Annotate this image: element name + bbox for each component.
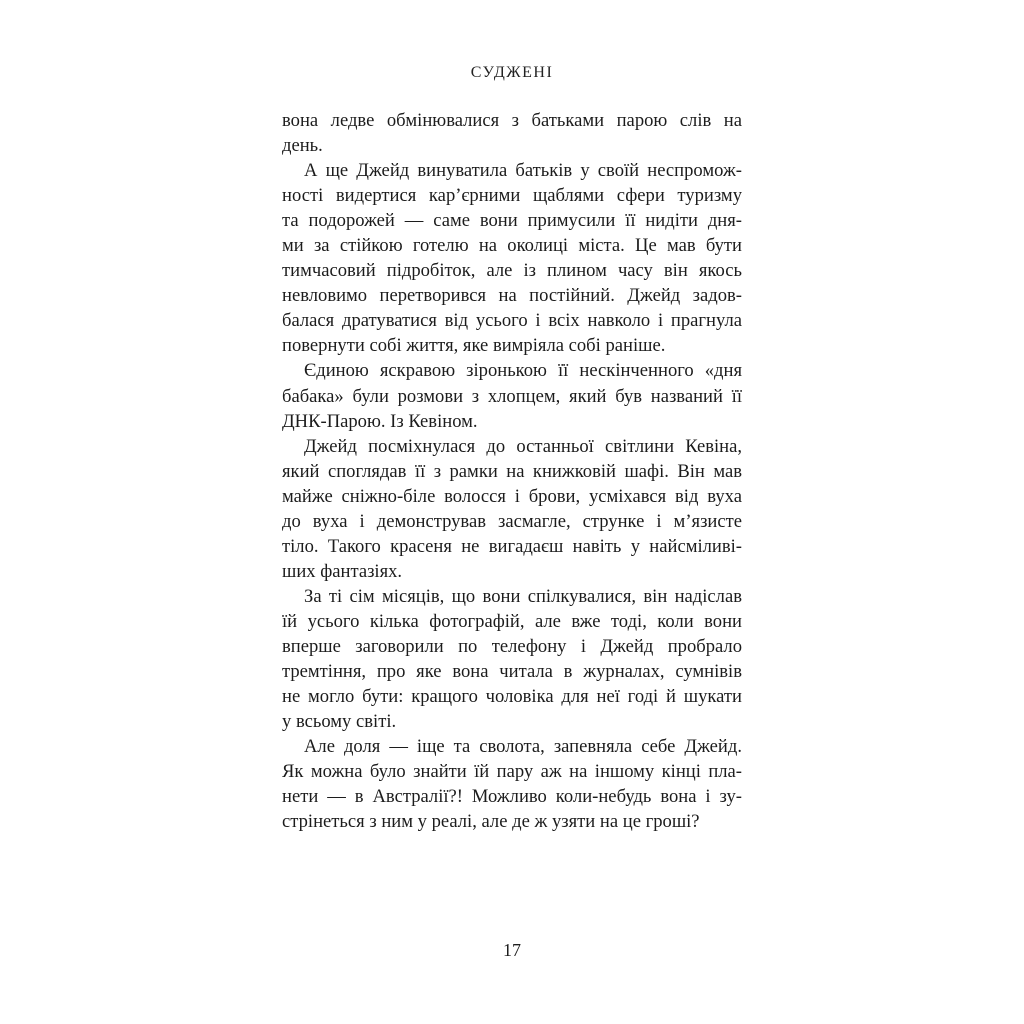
- text-line: їй усього кілька фотографій, але вже тоді, коли вони: [282, 610, 742, 632]
- page-number: 17: [503, 940, 521, 960]
- text-line: Єдиною яскравою зіронькою її нескінченного «дня: [304, 360, 742, 382]
- body-text: [282, 108, 742, 834]
- running-head: СУДЖЕНІ: [470, 64, 554, 81]
- text-line: який споглядав її з рамки на книжковій шафі. Він мав: [282, 460, 742, 482]
- text-line: тимчасовий підробіток, але із плином часу він якось: [282, 260, 742, 282]
- text-line: ДНК-Парою. Із Кевіном.: [282, 410, 478, 432]
- text-line: нети — в Австралії?! Можливо коли-небудь вона і зу-: [282, 786, 742, 808]
- text-line: А ще Джейд винуватила батьків у своїй неспромож-: [304, 160, 742, 182]
- text-line: тіло. Такого красеня не вигадаєш навіть у найсміливі-: [282, 535, 742, 557]
- text-line: Джейд посміхнулася до останньої світлини Кевіна,: [304, 435, 742, 457]
- text-line: бабака» були розмови з хлопцем, який був названий її: [282, 385, 742, 407]
- text-line: у всьому світі.: [282, 711, 397, 733]
- text-line: ших фантазіях.: [282, 560, 403, 582]
- text-line: За ті сім місяців, що вони спілкувалися, він надіслав: [304, 585, 742, 607]
- text-line: стрінеться з ним у реалі, але де ж узяти на це гроші?: [282, 811, 700, 833]
- text-line: ми за стійкою готелю на околиці міста. Це мав бути: [282, 235, 742, 257]
- text-line: повернути собі життя, яке вимріяла собі раніше.: [282, 335, 666, 357]
- text-line: вперше заговорили по телефону і Джейд пробрало: [282, 635, 742, 657]
- text-line: день.: [282, 135, 323, 157]
- text-line: Як можна було знайти їй пару аж на іншому кінці пла-: [282, 761, 742, 783]
- text-line: не могло бути: кращого чоловіка для неї годі й шукати: [282, 686, 742, 708]
- text-line: до вуха і демонстрував засмагле, струнке і м’язисте: [282, 510, 742, 532]
- text-line: та подорожей — саме вони примусили її нидіти дня-: [282, 210, 742, 232]
- text-line: майже сніжно-біле волосся і брови, усміхався від вуха: [282, 485, 742, 507]
- text-line: невловимо перетворився на постійний. Джейд задов-: [282, 285, 742, 307]
- text-line: Але доля — іще та сволота, запевняла себе Джейд.: [304, 736, 742, 758]
- text-line: вона ледве обмінювалися з батьками парою слів на: [282, 110, 742, 131]
- text-line: ності видертися кар’єрними щаблями сфери туризму: [282, 185, 742, 207]
- text-line: тремтіння, про яке вона читала в журналах, сумнівів: [282, 661, 742, 683]
- text-line: балася дратуватися від усього і всіх навколо і прагнула: [282, 310, 742, 332]
